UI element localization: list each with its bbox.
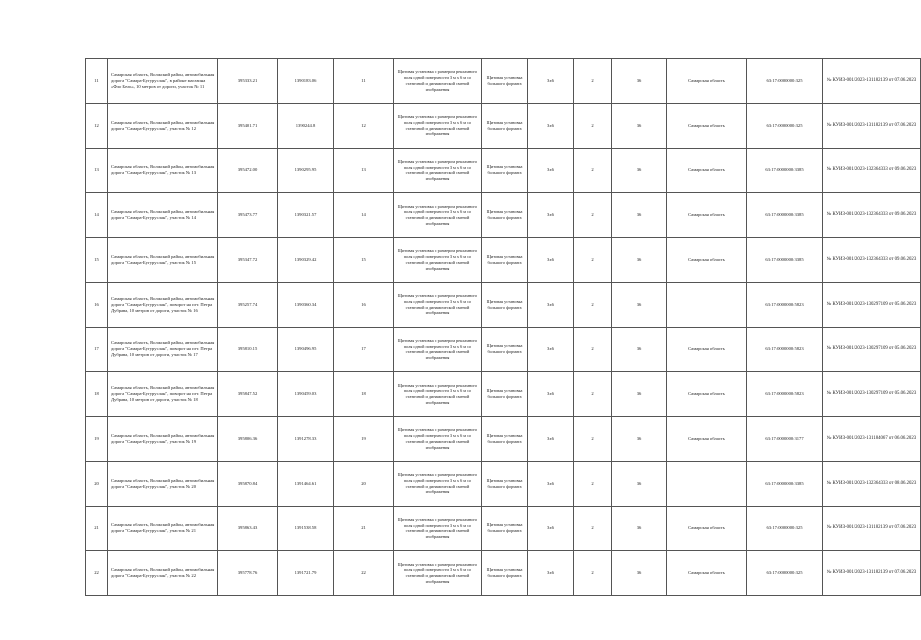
structure-type: Щитовая установка большого формата — [482, 282, 528, 327]
field-size: 3х6 — [528, 193, 574, 238]
coordinate-x: 395870.84 — [218, 461, 278, 506]
placement-number: 19 — [334, 417, 394, 462]
sides-count: 2 — [574, 327, 612, 372]
sides-count: 2 — [574, 461, 612, 506]
region: Самарская область — [667, 59, 747, 104]
row-number: 17 — [86, 327, 108, 372]
coordinate-x: 395473.77 — [218, 193, 278, 238]
location-address: Самарская область, Волжский район, автомобильная дорога "Самара-Бугуруслан", участок № 14 — [108, 193, 218, 238]
permit-reference: № КУИЗ-001/2023-131184067 от 06.06.2023 — [823, 417, 921, 462]
coordinate-x: 395810.15 — [218, 327, 278, 372]
table-row — [86, 506, 921, 551]
region: Самарская область — [667, 417, 747, 462]
table-row — [86, 59, 921, 104]
coordinate-x: 395778.76 — [218, 551, 278, 596]
cadastral-number: 63:17:0000000:3385 — [747, 238, 823, 283]
location-address: Самарская область, Волжский район, автомобильная дорога "Самара-Бугуруслан", поворот на пгт. Петра Дубрава, 10 метров от дороги, участок № 18 — [108, 372, 218, 417]
field-size: 3х6 — [528, 282, 574, 327]
region: Самарская область — [667, 506, 747, 551]
row-number: 16 — [86, 282, 108, 327]
region: Самарская область — [667, 103, 747, 148]
placement-number: 15 — [334, 238, 394, 283]
total-area: 36 — [612, 461, 667, 506]
total-area: 36 — [612, 238, 667, 283]
table-row — [86, 238, 921, 283]
location-address: Самарская область, Волжский район, автомобильная дорога "Самара-Бугуруслан", участок № 19 — [108, 417, 218, 462]
coordinate-y: 1390360.34 — [278, 282, 334, 327]
region: Самарская область — [667, 148, 747, 193]
row-number: 13 — [86, 148, 108, 193]
permit-reference: № КУИЗ-001/2023-131182139 от 07.06.2023 — [823, 506, 921, 551]
placement-number: 16 — [334, 282, 394, 327]
row-number: 21 — [86, 506, 108, 551]
structure-description: Щитовая установка с размером рекламного поля одной поверхности 3 м х 6 м со статичной и динамической сменой изображения — [394, 148, 482, 193]
permit-reference: № КУИЗ-001/2023-132364333 от 09.06.2023 — [823, 148, 921, 193]
structure-type: Щитовая установка большого формата — [482, 193, 528, 238]
total-area: 36 — [612, 193, 667, 238]
coordinate-x: 395347.72 — [218, 238, 278, 283]
coordinate-y: 1390244.8 — [278, 103, 334, 148]
total-area: 36 — [612, 103, 667, 148]
structure-type: Щитовая установка большого формата — [482, 417, 528, 462]
table-row — [86, 417, 921, 462]
structure-type: Щитовая установка большого формата — [482, 59, 528, 104]
location-address: Самарская область, Волжский район, автомобильная дорога "Самара-Бугуруслан", участок № 12 — [108, 103, 218, 148]
structure-type: Щитовая установка большого формата — [482, 103, 528, 148]
sides-count: 2 — [574, 551, 612, 596]
placement-number: 11 — [334, 59, 394, 104]
total-area: 36 — [612, 59, 667, 104]
cadastral-number: 63:17:0000000:5823 — [747, 282, 823, 327]
location-address: Самарская область, Волжский район, автомобильная дорога "Самара-Бугуруслан", участок № 13 — [108, 148, 218, 193]
structure-description: Щитовая установка с размером рекламного поля одной поверхности 3 м х 6 м со статичной и динамической сменой изображения — [394, 551, 482, 596]
region — [667, 282, 747, 327]
total-area: 36 — [612, 551, 667, 596]
coordinate-x: 395333.21 — [218, 59, 278, 104]
location-address: Самарская область, Волжский район, автомобильная дорога "Самара-Бугуруслан", участок № 15 — [108, 238, 218, 283]
permit-reference: № КУИЗ-001/2023-131182139 от 07.06.2023 — [823, 103, 921, 148]
coordinate-y: 1391464.61 — [278, 461, 334, 506]
placement-number: 14 — [334, 193, 394, 238]
sides-count: 2 — [574, 417, 612, 462]
placement-table — [85, 58, 921, 596]
placement-number: 20 — [334, 461, 394, 506]
coordinate-x: 395401.71 — [218, 103, 278, 148]
permit-reference: № КУИЗ-001/2023-130297109 от 05.06.2023 — [823, 282, 921, 327]
region: Самарская область — [667, 327, 747, 372]
coordinate-y: 1390183.06 — [278, 59, 334, 104]
structure-type: Щитовая установка большого формата — [482, 551, 528, 596]
structure-description: Щитовая установка с размером рекламного поля одной поверхности 3 м х 6 м со статичной и динамической сменой изображения — [394, 59, 482, 104]
table-row — [86, 103, 921, 148]
structure-type: Щитовая установка большого формата — [482, 148, 528, 193]
structure-description: Щитовая установка с размером рекламного поля одной поверхности 3 м х 6 м со статичной и динамической сменой изображения — [394, 372, 482, 417]
region: Самарская область — [667, 193, 747, 238]
total-area: 36 — [612, 372, 667, 417]
region: Самарская область — [667, 372, 747, 417]
row-number: 18 — [86, 372, 108, 417]
permit-reference: № КУИЗ-001/2023-130297109 от 05.06.2023 — [823, 327, 921, 372]
coordinate-x: 395863.43 — [218, 506, 278, 551]
permit-reference: № КУИЗ-001/2023-131182139 от 07.06.2023 — [823, 551, 921, 596]
table-row — [86, 372, 921, 417]
location-address: Самарская область, Волжский район, автомобильная дорога "Самара-Бугуруслан", участок № 22 — [108, 551, 218, 596]
cadastral-number: 63:17:0000000:3385 — [747, 148, 823, 193]
cadastral-number: 63:17:0000000:325 — [747, 59, 823, 104]
coordinate-x: 395806.36 — [218, 417, 278, 462]
table-row — [86, 148, 921, 193]
location-address: Самарская область, Волжский район, автомобильная дорога "Самара-Бугуруслан", поворот на пгт. Петра Дубрава, 10 метров от дороги, участок № 16 — [108, 282, 218, 327]
cadastral-number: 63:17:0000000:3385 — [747, 461, 823, 506]
structure-description: Щитовая установка с размером рекламного поля одной поверхности 3 м х 6 м со статичной и динамической сменой изображения — [394, 417, 482, 462]
coordinate-y: 1390321.57 — [278, 193, 334, 238]
placement-number: 22 — [334, 551, 394, 596]
coordinate-y: 1390295.95 — [278, 148, 334, 193]
sides-count: 2 — [574, 148, 612, 193]
structure-type: Щитовая установка большого формата — [482, 238, 528, 283]
placement-number: 17 — [334, 327, 394, 372]
row-number: 19 — [86, 417, 108, 462]
field-size: 3х6 — [528, 461, 574, 506]
field-size: 3х6 — [528, 417, 574, 462]
coordinate-x: 395472.00 — [218, 148, 278, 193]
field-size: 3х6 — [528, 238, 574, 283]
total-area: 36 — [612, 506, 667, 551]
row-number: 20 — [86, 461, 108, 506]
structure-type: Щитовая установка большого формата — [482, 461, 528, 506]
cadastral-number: 63:17:0000000:3385 — [747, 193, 823, 238]
permit-reference: № КУИЗ-001/2023-132364333 от 08.06.2023 — [823, 461, 921, 506]
sides-count: 2 — [574, 238, 612, 283]
permit-reference: № КУИЗ-001/2023-132364333 от 09.06.2023 — [823, 193, 921, 238]
structure-type: Щитовая установка большого формата — [482, 372, 528, 417]
table-row — [86, 327, 921, 372]
total-area: 36 — [612, 327, 667, 372]
structure-description: Щитовая установка с размером рекламного поля одной поверхности 3 м х 6 м со статичной и динамической сменой изображения — [394, 506, 482, 551]
region — [667, 461, 747, 506]
field-size: 3х6 — [528, 551, 574, 596]
table-row — [86, 551, 921, 596]
structure-type: Щитовая установка большого формата — [482, 327, 528, 372]
cadastral-number: 63:17:0000000:325 — [747, 506, 823, 551]
structure-description: Щитовая установка с размером рекламного поля одной поверхности 3 м х 6 м со статичной и динамической сменой изображения — [394, 193, 482, 238]
location-address: Самарская область, Волжский район, автомобильная дорога "Самара-Бугуруслан", поворот на пгт. Петра Дубрава, 10 метров от дороги, участок № 17 — [108, 327, 218, 372]
cadastral-number: 63:17:0000000:325 — [747, 103, 823, 148]
structure-description: Щитовая установка с размером рекламного поля одной поверхности 3 м х 6 м со статичной и динамической сменой изображения — [394, 282, 482, 327]
placement-number: 13 — [334, 148, 394, 193]
total-area: 36 — [612, 417, 667, 462]
table-row — [86, 193, 921, 238]
row-number: 11 — [86, 59, 108, 104]
coordinate-x: 395257.74 — [218, 282, 278, 327]
sides-count: 2 — [574, 59, 612, 104]
permit-reference: № КУИЗ-001/2023-131182139 от 07.06.2023 — [823, 59, 921, 104]
field-size: 3х6 — [528, 327, 574, 372]
cadastral-number: 63:17:0000000:5823 — [747, 372, 823, 417]
structure-description: Щитовая установка с размером рекламного поля одной поверхности 3 м х 6 м со статичной и динамической сменой изображения — [394, 103, 482, 148]
location-address: Самарская область, Волжский район, автомобильная дорога "Самара-Бугуруслан", участок № 20 — [108, 461, 218, 506]
table-row — [86, 282, 921, 327]
structure-description: Щитовая установка с размером рекламного поля одной поверхности 3 м х 6 м со статичной и динамической сменой изображения — [394, 238, 482, 283]
field-size: 3х6 — [528, 59, 574, 104]
coordinate-y: 1390496.95 — [278, 327, 334, 372]
cadastral-number: 63:17:0000000:5823 — [747, 327, 823, 372]
cadastral-number: 63:17:0000000:325 — [747, 551, 823, 596]
field-size: 3х6 — [528, 148, 574, 193]
field-size: 3х6 — [528, 103, 574, 148]
sides-count: 2 — [574, 506, 612, 551]
sides-count: 2 — [574, 282, 612, 327]
region: Самарская область — [667, 238, 747, 283]
structure-description: Щитовая установка с размером рекламного поля одной поверхности 3 м х 6 м со статичной и динамической сменой изображения — [394, 327, 482, 372]
placement-number: 12 — [334, 103, 394, 148]
region: Самарская область — [667, 551, 747, 596]
sides-count: 2 — [574, 193, 612, 238]
field-size: 3х6 — [528, 506, 574, 551]
coordinate-y: 1390329.42 — [278, 238, 334, 283]
sides-count: 2 — [574, 103, 612, 148]
permit-reference: № КУИЗ-001/2023-130297109 от 05.06.2023 — [823, 372, 921, 417]
row-number: 12 — [86, 103, 108, 148]
coordinate-y: 1391538.58 — [278, 506, 334, 551]
coordinate-y: 1390459.03 — [278, 372, 334, 417]
row-number: 22 — [86, 551, 108, 596]
table-row — [86, 461, 921, 506]
cadastral-number: 63:17:0000000:3177 — [747, 417, 823, 462]
total-area: 36 — [612, 148, 667, 193]
row-number: 15 — [86, 238, 108, 283]
placement-number: 21 — [334, 506, 394, 551]
field-size: 3х6 — [528, 372, 574, 417]
structure-description: Щитовая установка с размером рекламного поля одной поверхности 3 м х 6 м со статичной и динамической сменой изображения — [394, 461, 482, 506]
coordinate-y: 1391721.79 — [278, 551, 334, 596]
row-number: 14 — [86, 193, 108, 238]
coordinate-x: 395847.52 — [218, 372, 278, 417]
location-address: Самарская область, Волжский район, автомобильная дорога "Самара-Бугуруслан", участок № 21 — [108, 506, 218, 551]
permit-reference: № КУИЗ-001/2023-132364333 от 09.06.2023 — [823, 238, 921, 283]
structure-type: Щитовая установка большого формата — [482, 506, 528, 551]
coordinate-y: 1391278.33 — [278, 417, 334, 462]
placement-number: 18 — [334, 372, 394, 417]
total-area: 36 — [612, 282, 667, 327]
sides-count: 2 — [574, 372, 612, 417]
location-address: Самарская область, Волжский район, автомобильная дорога "Самара-Бугуруслан", в районе магазина «Фло Бель», 10 метров от дороги, участок № 11 — [108, 59, 218, 104]
